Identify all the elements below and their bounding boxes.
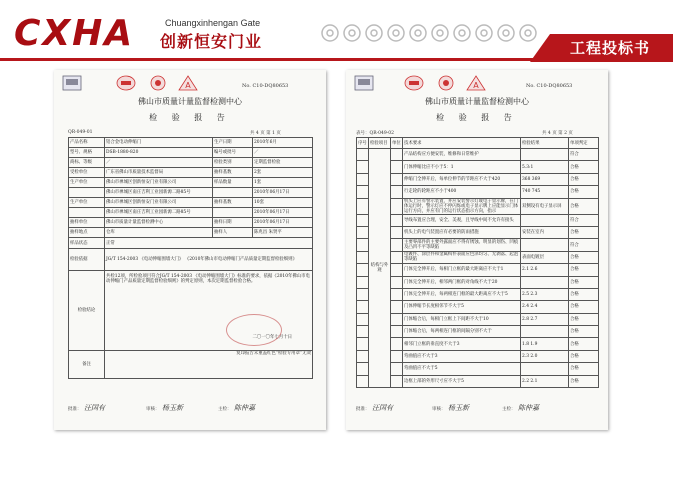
table-cell: 型号、规格 bbox=[69, 148, 105, 158]
result-cell bbox=[521, 239, 569, 251]
result-cell: 表面电镀层 bbox=[521, 251, 569, 263]
brand-pinyin: Chuangxinhengan Gate bbox=[165, 18, 261, 28]
table-row bbox=[69, 218, 313, 228]
row-number bbox=[357, 338, 369, 350]
row-number bbox=[357, 186, 369, 198]
cal-seal-icon bbox=[404, 75, 424, 91]
approver-label: 批准： bbox=[68, 407, 82, 412]
table-cell bbox=[69, 208, 105, 218]
sample-state: 正常 bbox=[105, 238, 313, 249]
row-number bbox=[357, 161, 369, 173]
sample-state-label: 样品状态 bbox=[69, 238, 105, 249]
judgement-cell: 合格 bbox=[569, 288, 599, 300]
unit-cell bbox=[391, 350, 403, 362]
row-number bbox=[357, 173, 369, 185]
decorative-pattern-icon bbox=[320, 18, 543, 48]
table-cell: 样品数量 bbox=[213, 178, 253, 188]
row-number bbox=[357, 313, 369, 325]
banner-title: 工程投标书 bbox=[569, 39, 650, 57]
row-number bbox=[357, 350, 369, 362]
conclusion-cell bbox=[105, 271, 313, 351]
result-cell bbox=[521, 276, 569, 288]
svg-text:A: A bbox=[473, 81, 479, 90]
brand-name: 创新恒安门业 bbox=[160, 32, 263, 51]
table-cell: 铝合金电动伸缩门 bbox=[105, 138, 213, 148]
result-cell: 368 369 bbox=[521, 173, 569, 185]
page-header bbox=[0, 0, 673, 68]
table-cell: 佛山市禅城区创新恒安门业有限公司 bbox=[105, 198, 213, 208]
unit-cell bbox=[391, 251, 403, 263]
row-number bbox=[357, 251, 369, 263]
table-row bbox=[357, 239, 599, 251]
cma-seal-icon bbox=[62, 75, 82, 91]
table-row bbox=[357, 276, 599, 288]
table-cell: ／ bbox=[105, 158, 213, 168]
table-cell: 抽样单位 bbox=[69, 218, 105, 228]
result-cell: 双侧设有电子显示屏 bbox=[521, 198, 569, 214]
org-name: 佛山市质量计量监督检测中心 bbox=[425, 97, 529, 106]
row-number bbox=[357, 149, 369, 161]
table-row bbox=[69, 228, 313, 238]
unit-cell bbox=[391, 326, 403, 338]
result-cell: 2.3 2.0 bbox=[521, 350, 569, 362]
conclusion-label: 检验结论 bbox=[69, 271, 105, 351]
header-no: 序号 bbox=[357, 138, 369, 149]
report-title: 检 验 报 告 bbox=[149, 113, 231, 122]
basis-text: JG/T 154-2003 《电动伸缩围墙大门》 《2010年佛山市电动伸缩门产品质量定期监督检验细则》 bbox=[105, 249, 313, 271]
judgement-cell: 合格 bbox=[569, 173, 599, 185]
table-cell: 佛山市禅城区南庄吉利工业园新源二路85号 bbox=[105, 208, 213, 218]
cal-seal-icon bbox=[116, 75, 136, 91]
requirement-cell: 相邻门立框的垂直度不大于3 bbox=[403, 338, 521, 350]
requirement-cell: 门体伸缩比应不小于5：1 bbox=[403, 161, 521, 173]
table-row bbox=[357, 288, 599, 300]
judgement-cell: 合格 bbox=[569, 350, 599, 362]
table-cell: 佛山市禅城区创新恒安门业有限公司 bbox=[105, 178, 213, 188]
result-cell bbox=[521, 149, 569, 161]
judgement-cell: 合格 bbox=[569, 363, 599, 375]
result-cell bbox=[521, 363, 569, 375]
unit-cell bbox=[391, 276, 403, 288]
cma-seal-icon bbox=[354, 75, 374, 91]
table-row bbox=[357, 214, 599, 226]
header-requirement: 技术要求 bbox=[403, 138, 521, 149]
unit-cell bbox=[391, 288, 403, 300]
unit-cell bbox=[391, 363, 403, 375]
judgement-cell: 符合 bbox=[569, 239, 599, 251]
result-cell: 2.1 2.6 bbox=[521, 264, 569, 276]
table-cell: 定期监督检验 bbox=[253, 158, 313, 168]
requirement-cell: 机头上的电气装置应有必要的防雨措施 bbox=[403, 226, 521, 238]
requirement-cell: 门体完全伸开后，每两相连门框的最大距离应不大于5 bbox=[403, 288, 521, 300]
unit-cell bbox=[391, 375, 403, 387]
table-cell: 抽样日期 bbox=[213, 218, 253, 228]
unit-cell bbox=[391, 264, 403, 276]
header-result: 检验结果 bbox=[521, 138, 569, 149]
table-row bbox=[69, 188, 313, 198]
maker-label: 主检： bbox=[502, 407, 516, 412]
result-cell bbox=[521, 326, 569, 338]
table-cell: 2010年06月17日 bbox=[253, 208, 313, 218]
table-cell: 仓库 bbox=[105, 228, 213, 238]
approver-signature: 汪国有 bbox=[84, 404, 105, 412]
table-row bbox=[69, 208, 313, 218]
table-cell: 2010年06月17日 bbox=[253, 218, 313, 228]
page-count: 共 4 页 第 1 页 bbox=[250, 131, 281, 136]
row-number bbox=[357, 301, 369, 313]
requirement-cell: 门体伸缩节长度相邻节不大于5 bbox=[403, 301, 521, 313]
report-page-2 bbox=[346, 70, 608, 430]
judgement-cell: 合格 bbox=[569, 276, 599, 288]
table-row bbox=[69, 198, 313, 208]
row-number bbox=[357, 363, 369, 375]
table-cell: 生产单位 bbox=[69, 178, 105, 188]
table-row bbox=[357, 313, 599, 325]
result-cell: 740 745 bbox=[521, 186, 569, 198]
table-cell: 广东省佛山市质量技术监督局 bbox=[105, 168, 213, 178]
table-row bbox=[357, 301, 599, 313]
table-row bbox=[357, 198, 599, 214]
brand-logo: CXHA bbox=[14, 13, 135, 54]
table-cell: 抽样人 bbox=[213, 228, 253, 238]
row-number bbox=[357, 375, 369, 387]
table-cell: 10套 bbox=[253, 198, 313, 208]
table-cell: 抽样基数 bbox=[213, 168, 253, 178]
table-cell bbox=[213, 188, 253, 198]
info-table bbox=[68, 137, 313, 379]
doc-number: No. C10-DQ80653 bbox=[526, 83, 573, 89]
maker-label: 主检： bbox=[218, 407, 232, 412]
reviewer-signature: 杨玉新 bbox=[448, 404, 469, 412]
conclusion-date: 二〇一〇年七月十日 bbox=[252, 335, 292, 340]
header-item: 检验项目 bbox=[369, 138, 391, 149]
table-row bbox=[69, 148, 313, 158]
table-cell: 商标、等级 bbox=[69, 158, 105, 168]
requirement-cell: 产品结构应方便安装，维修和日常维护 bbox=[403, 149, 521, 161]
header-judgement: 单项判定 bbox=[569, 138, 599, 149]
basis-label: 检验依据 bbox=[69, 249, 105, 271]
table-cell: 产品名称 bbox=[69, 138, 105, 148]
table-row bbox=[357, 350, 599, 362]
table-cell: 佛山市质量计量监督检测中心 bbox=[105, 218, 213, 228]
table-cell: DSB-1880-820 bbox=[105, 148, 213, 158]
result-cell: 2.2 2.1 bbox=[521, 375, 569, 387]
table-cell: ／ bbox=[253, 148, 313, 158]
row-number bbox=[357, 214, 369, 226]
requirement-cell: 伸缩门全伸开后，每单位伸节的节距应不大于420 bbox=[403, 173, 521, 185]
table-cell: 生产单位 bbox=[69, 198, 105, 208]
requirement-cell: 主要零部件的主要外露面应不得有锈蚀、明显的划伤、凹痕及凸凹不平等缺陷 bbox=[403, 239, 521, 251]
approver-label: 批准： bbox=[356, 407, 370, 412]
unit-cell bbox=[391, 313, 403, 325]
unit-cell bbox=[391, 149, 403, 161]
row-number bbox=[357, 226, 369, 238]
result-cell: 2.4 2.4 bbox=[521, 301, 569, 313]
cma-a-seal-icon bbox=[178, 75, 198, 91]
maker-signature: 陈仲嘉 bbox=[234, 404, 255, 412]
requirement-cell: 门体完全伸开后，每相门立框的最大距离应不大于1 bbox=[403, 264, 521, 276]
report-page-1 bbox=[54, 70, 326, 430]
table-cell: 受检单位 bbox=[69, 168, 105, 178]
remark-text: 复印报告未重盖红色“检验专用章”无效 bbox=[105, 351, 313, 379]
reviewer-signature: 杨玉新 bbox=[162, 404, 183, 412]
judgement-cell: 合格 bbox=[569, 375, 599, 387]
svg-text:A: A bbox=[185, 81, 191, 90]
requirement-cell: 导线布置应合理，安全、美观，且导线中间不允许有接头 bbox=[403, 214, 521, 226]
table-cell: 2010年06月17日 bbox=[253, 188, 313, 198]
judgement-cell: 符合 bbox=[569, 149, 599, 161]
unit-cell bbox=[391, 186, 403, 198]
form-number: 表号：QR-049-02 bbox=[356, 131, 394, 136]
table-cell: 2010年6月 bbox=[253, 138, 313, 148]
table-row bbox=[357, 161, 599, 173]
table-row bbox=[357, 251, 599, 263]
table-cell: 检验类别 bbox=[213, 158, 253, 168]
row-number bbox=[357, 264, 369, 276]
form-number: QR-049-01 bbox=[68, 130, 93, 135]
table-cell: 1套 bbox=[253, 178, 313, 188]
table-cell: 陈兆昌 朱贤平 bbox=[253, 228, 313, 238]
row-number bbox=[357, 239, 369, 251]
judgement-cell: 合格 bbox=[569, 198, 599, 214]
category-cell: 结构与外观 bbox=[369, 149, 391, 388]
table-row bbox=[69, 178, 313, 188]
unit-cell bbox=[391, 173, 403, 185]
table-cell bbox=[69, 188, 105, 198]
requirement-cell: 门体完全伸开后，相邻两门框的对角线不大于20 bbox=[403, 276, 521, 288]
table-row bbox=[357, 375, 599, 387]
row-number bbox=[357, 288, 369, 300]
page-count: 共 4 页 第 2 页 bbox=[542, 131, 573, 136]
approver-signature: 汪国有 bbox=[372, 404, 393, 412]
table-cell bbox=[213, 208, 253, 218]
header-unit: 单位 bbox=[391, 138, 403, 149]
conclusion-text: 共检12项，所检验项目符合JG/T 154-2003 《电动伸缩围墙大门》标准的要求，依据《2010年佛山市电动伸缩门产品质量定期监督检验细则》的判定原则，本次定期监督检验合格。 bbox=[106, 274, 310, 284]
cma-a-seal-icon bbox=[466, 75, 486, 91]
table-cell: 生产日期 bbox=[213, 138, 253, 148]
table-cell: 抽样地点 bbox=[69, 228, 105, 238]
table-row bbox=[357, 173, 599, 185]
table-cell: 佛山市禅城区南庄吉利工业园新源二路85号 bbox=[105, 188, 213, 198]
unit-cell bbox=[391, 214, 403, 226]
result-cell: 1.8 1.9 bbox=[521, 338, 569, 350]
doc-number: No. C10-DQ80653 bbox=[242, 83, 289, 89]
row-number bbox=[357, 276, 369, 288]
unit-cell bbox=[391, 301, 403, 313]
requirement-cell: 边框上部的外形尺寸应不大于5 bbox=[403, 375, 521, 387]
unit-cell bbox=[391, 226, 403, 238]
reviewer-label: 审核： bbox=[146, 407, 160, 412]
report-title: 检 验 报 告 bbox=[436, 113, 518, 122]
judgement-cell: 符合 bbox=[569, 214, 599, 226]
row-number bbox=[357, 198, 369, 214]
result-cell: 2.8 2.7 bbox=[521, 313, 569, 325]
judgement-cell: 合格 bbox=[569, 338, 599, 350]
reviewer-label: 审核： bbox=[432, 407, 446, 412]
requirement-cell: 行走轮的轮距应不小于400 bbox=[403, 186, 521, 198]
judgement-cell: 合格 bbox=[569, 326, 599, 338]
table-row bbox=[357, 363, 599, 375]
table-row bbox=[69, 138, 313, 148]
result-cell: 2.5 2.3 bbox=[521, 288, 569, 300]
judgement-cell: 合格 bbox=[569, 161, 599, 173]
table-row bbox=[357, 226, 599, 238]
requirement-cell: 机头上应有警示装置，并应安装警示灯或电子显示牌，在门体运行时，警示灯应不停闪烁或电子显示牌上应能显示门体运行方向，并应有门的运行状态指示方向，指示 bbox=[403, 198, 521, 214]
table-row bbox=[357, 149, 599, 161]
cnas-seal-icon bbox=[148, 75, 168, 91]
results-table bbox=[356, 137, 599, 388]
requirement-cell: 门体缩合后，每相门立框上下间距不大于10 bbox=[403, 313, 521, 325]
table-row bbox=[357, 264, 599, 276]
remark-label: 备注 bbox=[69, 351, 105, 379]
requirement-cell: 弯曲值应不大于3 bbox=[403, 350, 521, 362]
judgement-cell: 合格 bbox=[569, 301, 599, 313]
judgement-cell: 合格 bbox=[569, 186, 599, 198]
result-cell: 安装在室内 bbox=[521, 226, 569, 238]
requirement-cell: 弯曲值应不大于5 bbox=[403, 363, 521, 375]
unit-cell bbox=[391, 338, 403, 350]
result-cell bbox=[521, 214, 569, 226]
row-number bbox=[357, 326, 369, 338]
judgement-cell: 合格 bbox=[569, 313, 599, 325]
table-row bbox=[69, 158, 313, 168]
table-row bbox=[357, 326, 599, 338]
official-stamp-icon bbox=[226, 314, 282, 346]
table-row bbox=[69, 168, 313, 178]
table-cell: 2套 bbox=[253, 168, 313, 178]
result-cell: 5.3:1 bbox=[521, 161, 569, 173]
maker-signature: 陈仲嘉 bbox=[518, 404, 539, 412]
judgement-cell: 合格 bbox=[569, 226, 599, 238]
cnas-seal-icon bbox=[436, 75, 456, 91]
judgement-cell: 合格 bbox=[569, 264, 599, 276]
requirement-cell: 门体缩合后，每两相连门框的间隔分别不大于 bbox=[403, 326, 521, 338]
judgement-cell: 合格 bbox=[569, 251, 599, 263]
requirement-cell: 电镀件、涂层件和金属构件表面应色泽均匀、无剥落、起泡等缺陷 bbox=[403, 251, 521, 263]
table-cell: 编号或批号 bbox=[213, 148, 253, 158]
table-cell: 抽样基数 bbox=[213, 198, 253, 208]
org-name: 佛山市质量计量监督检测中心 bbox=[138, 97, 242, 106]
table-row bbox=[357, 338, 599, 350]
table-row bbox=[357, 186, 599, 198]
unit-cell bbox=[391, 161, 403, 173]
unit-cell bbox=[391, 198, 403, 214]
header-rule bbox=[0, 58, 555, 61]
unit-cell bbox=[391, 239, 403, 251]
